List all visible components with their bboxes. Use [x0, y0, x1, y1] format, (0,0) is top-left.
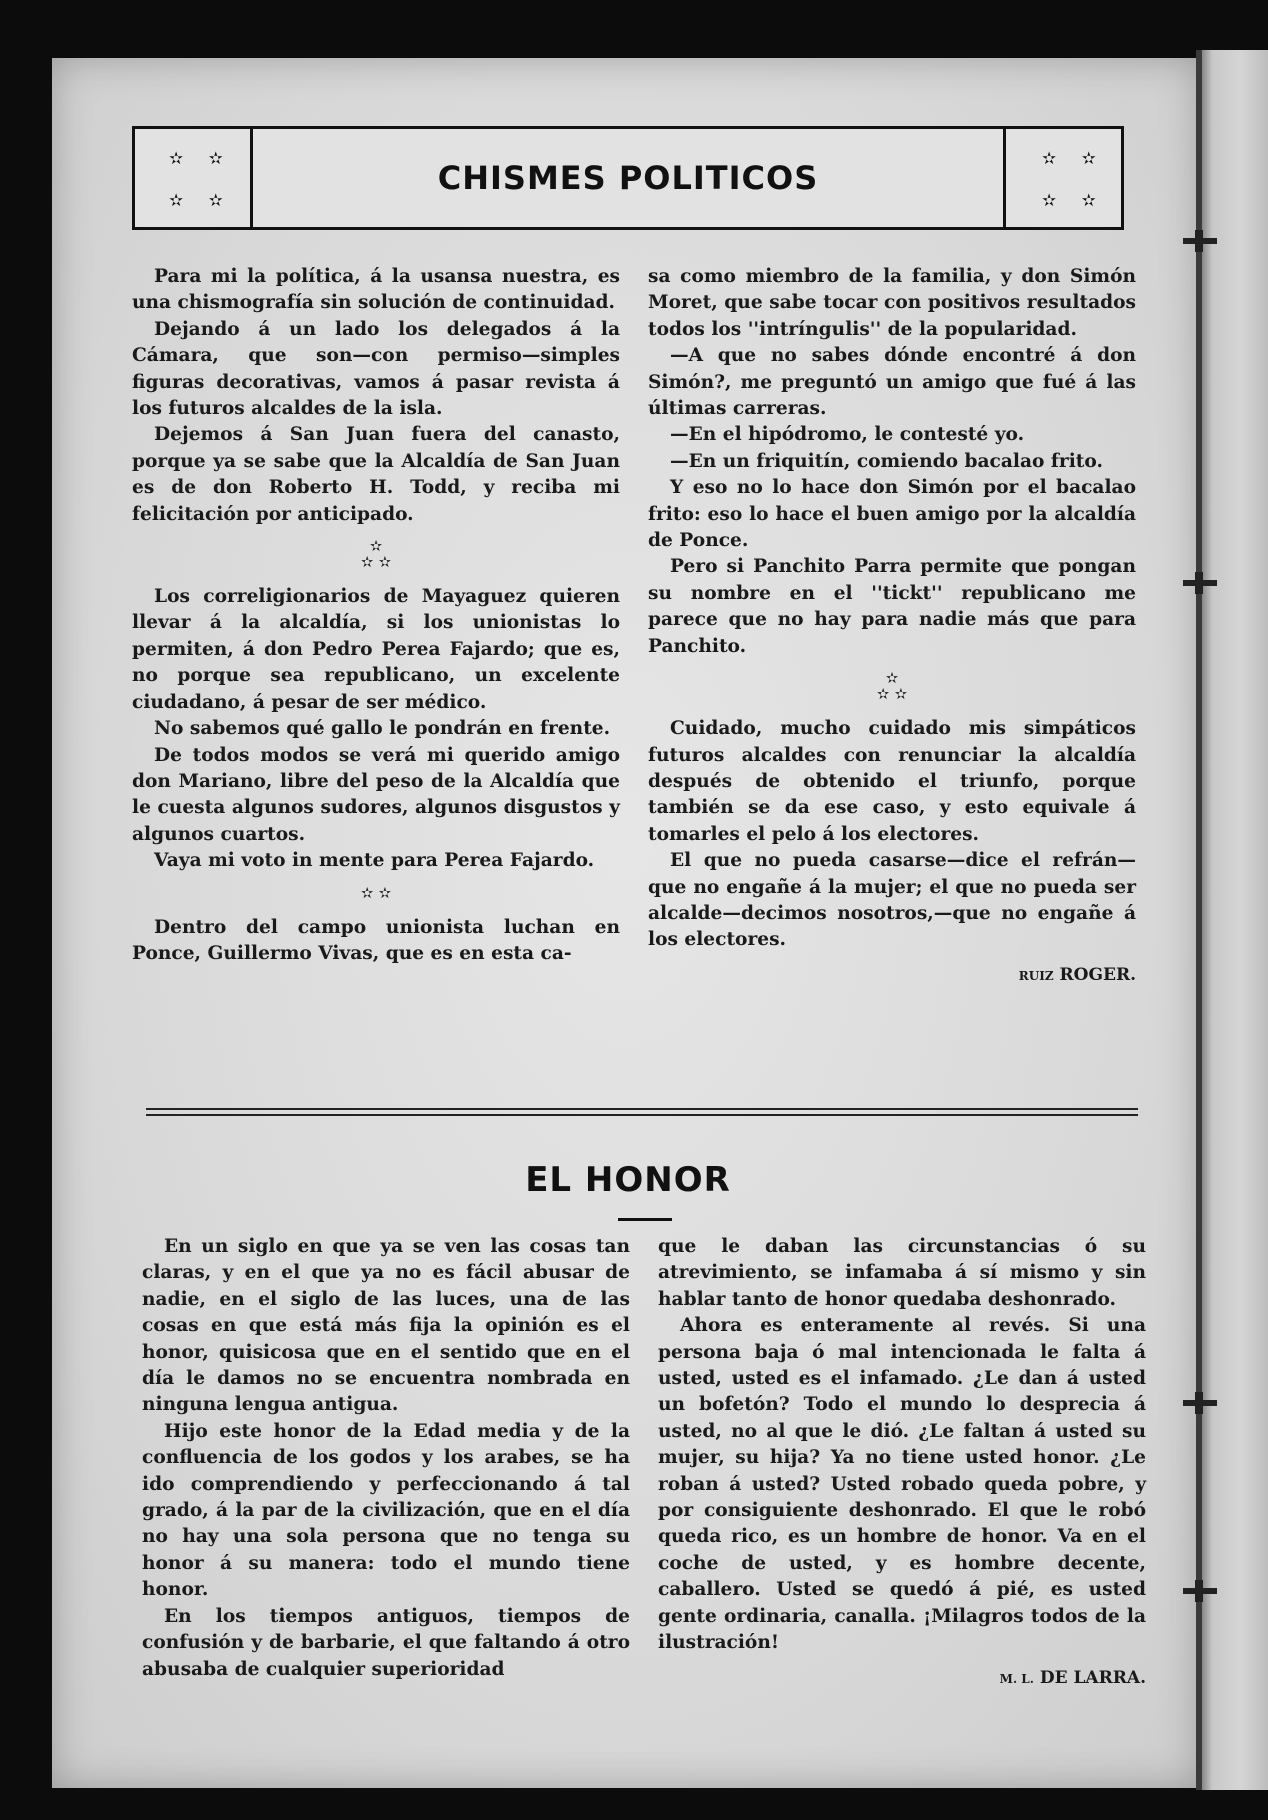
- page-spine: [1196, 50, 1202, 1790]
- section-divider: [146, 1108, 1138, 1110]
- paragraph: Dentro del campo unionista luchan en Ponce, Guillermo Vivas, que es en esta ca-: [132, 916, 620, 964]
- binding-mark: [1183, 238, 1217, 244]
- author-signature-prefix: M. L.: [999, 1671, 1034, 1686]
- title-underline: [618, 1218, 672, 1221]
- star-icon: ✫ ✫: [1042, 149, 1106, 169]
- article-column-left: [132, 264, 620, 967]
- star-icon: ✫: [885, 669, 899, 688]
- paragraph: Para mi la política, á la usansa nuestra, es una chismografía sin solución de continuidad.: [132, 266, 620, 314]
- article-column-right: [658, 1234, 1146, 1692]
- paragraph: No sabemos qué gallo le pondrán en frente.: [154, 718, 611, 740]
- paragraph: El que no pueda casarse—dice el refrán—que no engañe á la mujer; el que no pueda ser alcalde—decimos nosotros,—que no engañe á los electores.: [648, 850, 1136, 951]
- paragraph: En los tiempos antiguos, tiempos de confusión y de barbarie, el que faltando á otro abusaba de cualquier superioridad: [142, 1605, 630, 1680]
- star-icon: ✫: [369, 537, 383, 556]
- section-title: CHISMES POLITICOS: [437, 159, 819, 197]
- next-page-edge: [1200, 50, 1268, 1790]
- paragraph: Pero si Panchito Parra permite que pongan su nombre en el ''tickt'' republicano me parece que no hay para nadie más que para Panchito.: [648, 556, 1136, 657]
- paragraph: Los correligionarios de Mayaguez quieren llevar á la alcaldía, si los unionistas lo permiten, á don Pedro Perea Fajardo; que es, no porque sea republicano, un excelente ciudadano, á pesar de ser médico.: [132, 586, 620, 713]
- paragraph: Dejando á un lado los delegados á la Cámara, que son—con permiso—simples figuras decorativas, vamos á pasar revista á los futuros alcaldes de la isla.: [132, 318, 620, 420]
- paragraph: Hijo este honor de la Edad media y de la confluencia de los godos y los arabes, se ha ido comprendiendo y perfeccionando á tal grado, á la par de la civilización, que en el día no hay una sola persona que no tenga su honor á su manera: todo el mundo tiene honor.: [142, 1420, 630, 1601]
- star-icon: ✫ ✫: [169, 149, 233, 169]
- article-title: EL HONOR: [525, 1160, 731, 1200]
- author-signature-name: DE LARRA.: [1039, 1667, 1146, 1688]
- star-icon: ✫ ✫: [876, 685, 908, 704]
- author-signature: [658, 1665, 1146, 1692]
- author-signature: [648, 962, 1136, 989]
- article-column-right: [648, 264, 1136, 989]
- paragraph: De todos modos se verá mi querido amigo don Mariano, libre del peso de la Alcaldía que le cuesta algunos sudores, algunos disgustos y algunos cuartos.: [132, 744, 620, 845]
- paragraph: —A que no sabes dónde encontré á don Simón?, me preguntó un amigo que fué á las últimas carreras.: [648, 345, 1136, 420]
- star-separator: [132, 885, 620, 901]
- author-signature-prefix: RUIZ: [1018, 968, 1054, 983]
- star-separator: [648, 670, 1136, 702]
- binding-mark: [1183, 580, 1217, 586]
- paragraph: —En un friquitín, comiendo bacalao frito.: [670, 450, 1103, 472]
- binding-mark: [1183, 1400, 1217, 1406]
- paragraph: En un siglo en que ya se ven las cosas tan claras, y en el que ya no es fácil abusar de nadie, en el siglo de las luces, una de las cosas en que está más fija la opinión es el honor, quisicosa que en el sentido que en el día le damos no se encuentra nombrada en ninguna lengua antigua.: [142, 1236, 630, 1416]
- section-banner: [132, 126, 1124, 230]
- star-icon: ✫ ✫: [360, 553, 392, 572]
- author-signature-name: ROGER.: [1059, 964, 1136, 985]
- paragraph: —En el hipódromo, le contesté yo.: [670, 424, 1025, 446]
- star-icon: ✫ ✫: [360, 883, 392, 902]
- star-icon: ✫ ✫: [1042, 191, 1106, 211]
- star-icon: ✫ ✫: [169, 191, 233, 211]
- article-column-left: [142, 1234, 630, 1683]
- section-divider: [146, 1114, 1138, 1116]
- paragraph: Dejemos á San Juan fuera del canasto, porque ya se sabe que la Alcaldía de San Juan es de don Roberto H. Todd, y reciba mi felicitación por anticipado.: [132, 424, 620, 525]
- paragraph: Vaya mi voto in mente para Perea Fajardo.: [154, 850, 595, 872]
- star-separator: [132, 538, 620, 570]
- paragraph: que le daban las circunstancias ó su atrevimiento, se infamaba á sí mismo y sin hablar tanto de honor quedaba deshonrado.: [658, 1236, 1146, 1310]
- paragraph: sa como miembro de la familia, y don Simón Moret, que sabe tocar con positivos resultados todos los ''intríngulis'' de la popularidad.: [648, 266, 1136, 340]
- paragraph: Y eso no lo hace don Simón por el bacalao frito: eso lo hace el buen amigo por la alcaldía de Ponce.: [648, 477, 1136, 552]
- banner-star-box-left: [135, 129, 253, 227]
- paragraph: Ahora es enteramente al revés. Si una persona baja ó mal intencionada le falta á usted, usted es el infamado. ¿Le dan á usted un bofetón? Todo el mundo lo desprecia á usted, no al que le dió. ¿Le faltan á usted su mujer, su hija? Ya no tiene usted honor. ¿Le roban á usted? Usted robado queda pobre, y por consiguiente deshonrado. El que le robó queda rico, es un hombre de honor. Va en el coche de usted, y es hombre decente, caballero. Usted se quedó á pié, es usted gente ordinaria, canalla. ¡Milagros todos de la ilustración!: [658, 1315, 1146, 1654]
- binding-mark: [1183, 1588, 1217, 1594]
- paragraph: Cuidado, mucho cuidado mis simpáticos futuros alcaldes con renunciar la alcaldía después de obtenido el triunfo, porque también se da ese caso, y esto equivale á tomarles el pelo á los electores.: [648, 718, 1136, 845]
- banner-star-box-right: [1003, 129, 1121, 227]
